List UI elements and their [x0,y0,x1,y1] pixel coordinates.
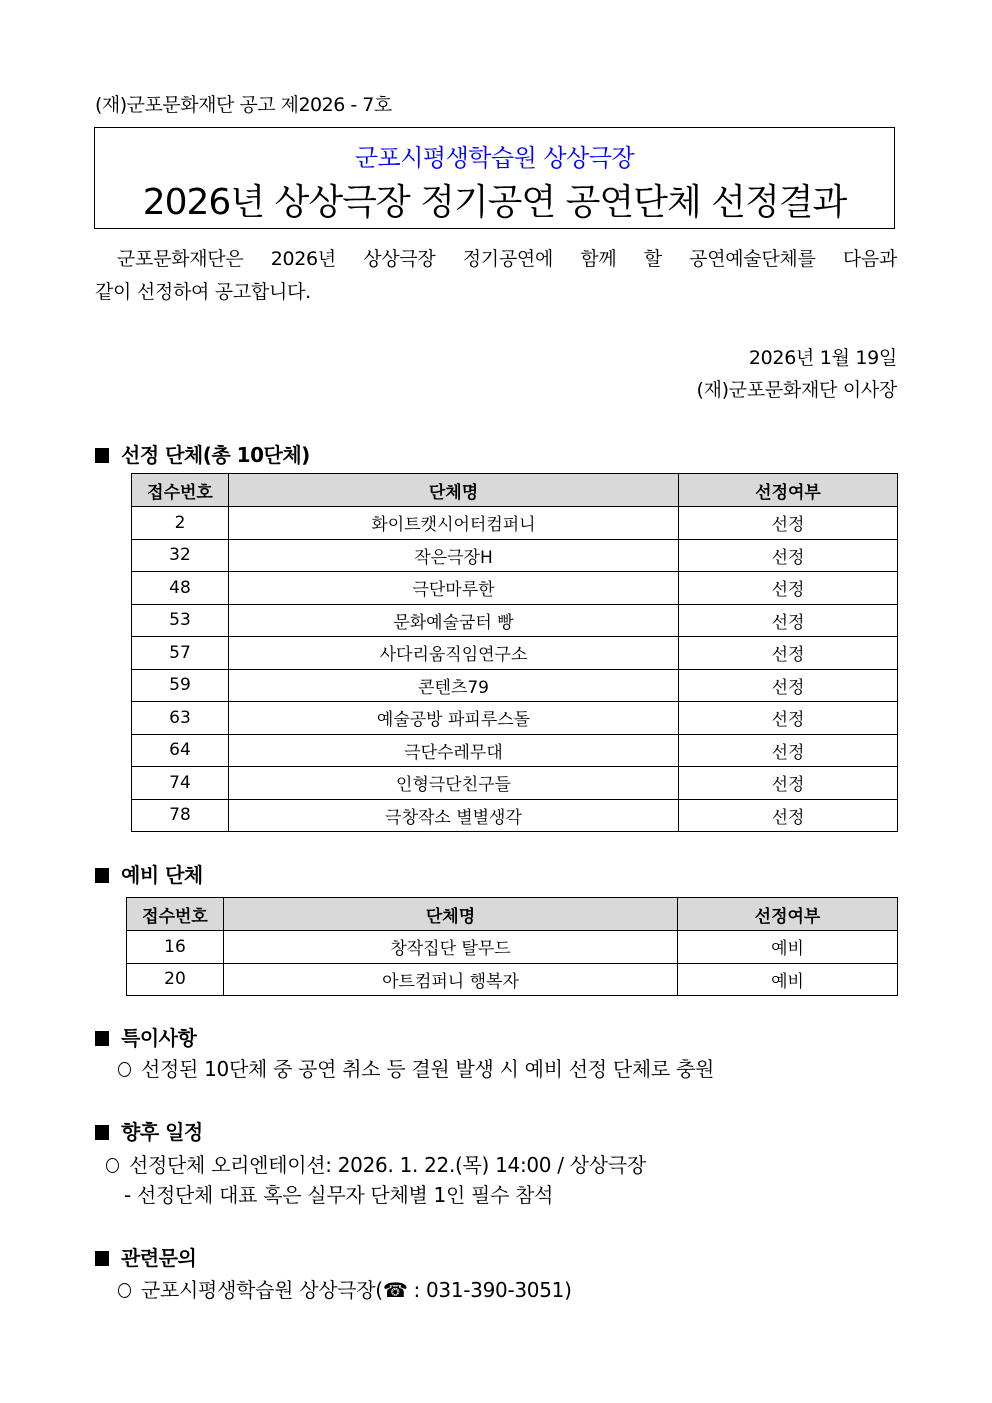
title-subtitle: 군포시평생학습원 상상극장 [354,144,635,172]
cell-number: 32 [132,539,229,572]
table-row [132,572,898,605]
section-heading-notes [95,1022,196,1051]
column-header-status: 선정여부 [679,474,898,507]
cell-name: 인형극단친구들 [229,767,679,800]
schedule-item-text: 선정단체 오리엔테이션: 2026. 1. 22.(목) 14:00 / 상상극장 [129,1153,646,1177]
cell-status: 선정 [679,767,898,800]
section-heading-text: 관련문의 [121,1246,197,1270]
contact-item [118,1274,572,1303]
table-row [132,507,898,540]
notes-item [118,1053,714,1082]
square-bullet-icon [95,1031,109,1046]
cell-number: 53 [132,604,229,637]
notes-item-text: 선정된 10단체 중 공연 취소 등 결원 발생 시 예비 선정 단체로 충원 [141,1057,715,1081]
selected-table [131,473,898,832]
square-bullet-icon [95,1125,109,1140]
column-header-number: 접수번호 [127,898,224,931]
cell-status: 선정 [679,799,898,832]
cell-number: 74 [132,767,229,800]
cell-status: 선정 [679,669,898,702]
circle-bullet-icon [106,1158,119,1173]
phone-icon: ☎ [382,1278,408,1302]
cell-name: 화이트캣시어터컴퍼니 [229,507,679,540]
section-heading-schedule [95,1116,203,1145]
reserve-table [126,897,898,996]
table-row [127,963,898,996]
cell-status: 선정 [679,637,898,670]
table-row [132,702,898,735]
table-row [132,734,898,767]
table-header-row [132,474,898,507]
cell-status: 선정 [679,572,898,605]
intro-line-2: 같이 선정하여 공고합니다. [95,281,311,303]
signer: (재)군포문화재단 이사장 [696,379,897,401]
schedule-item [106,1149,646,1178]
section-heading-contact [95,1242,196,1271]
cell-number: 20 [127,963,224,996]
cell-status: 예비 [678,963,898,996]
cell-name: 창작집단 탈무드 [224,931,678,964]
announcement-date: 2026년 1월 19일 [748,347,897,369]
table-row [132,604,898,637]
section-heading-reserve [95,859,203,888]
cell-number: 63 [132,702,229,735]
table-row [132,799,898,832]
square-bullet-icon [95,868,109,883]
cell-number: 64 [132,734,229,767]
column-header-status: 선정여부 [678,898,898,931]
schedule-sub-item: - 선정단체 대표 혹은 실무자 단체별 1인 필수 참석 [124,1183,554,1207]
table-row [127,931,898,964]
section-heading-text: 예비 단체 [121,863,203,887]
section-heading-text: 특이사항 [121,1026,197,1050]
cell-status: 선정 [679,702,898,735]
cell-status: 선정 [679,734,898,767]
section-heading-text: 향후 일정 [121,1120,203,1144]
cell-number: 59 [132,669,229,702]
circle-bullet-icon [118,1062,131,1077]
table-row [132,669,898,702]
cell-status: 예비 [678,931,898,964]
cell-number: 2 [132,507,229,540]
cell-name: 극창작소 별별생각 [229,799,679,832]
table-row [132,539,898,572]
intro-line-1: 군포문화재단은 2026년 상상극장 정기공연에 함께 할 공연예술단체를 다음과 [117,248,897,270]
cell-status: 선정 [679,507,898,540]
square-bullet-icon [95,1251,109,1266]
page-title: 2026년 상상극장 정기공연 공연단체 선정결과 [142,182,847,223]
notice-number: (재)군포문화재단 공고 제2026 - 7호 [95,94,392,116]
table-header-row [127,898,898,931]
cell-number: 57 [132,637,229,670]
title-box [94,127,895,229]
table-row [132,637,898,670]
section-heading-text: 선정 단체(총 10단체) [121,443,310,467]
cell-number: 78 [132,799,229,832]
intro-paragraph [95,243,897,309]
cell-number: 16 [127,931,224,964]
square-bullet-icon [95,448,109,463]
cell-name: 콘텐츠79 [229,669,679,702]
column-header-name: 단체명 [229,474,679,507]
cell-name: 극단수레무대 [229,734,679,767]
cell-name: 예술공방 파피루스돌 [229,702,679,735]
column-header-number: 접수번호 [132,474,229,507]
cell-name: 사다리움직임연구소 [229,637,679,670]
contact-phone: : 031-390-3051) [407,1278,572,1302]
cell-number: 48 [132,572,229,605]
cell-name: 문화예술굼터 빵 [229,604,679,637]
column-header-name: 단체명 [224,898,678,931]
cell-name: 아트컴퍼니 행복자 [224,963,678,996]
contact-org: 군포시평생학습원 상상극장( [141,1278,383,1302]
table-row [132,767,898,800]
circle-bullet-icon [118,1283,131,1298]
cell-name: 극단마루한 [229,572,679,605]
cell-name: 작은극장H [229,539,679,572]
cell-status: 선정 [679,604,898,637]
cell-status: 선정 [679,539,898,572]
section-heading-selected [95,439,310,468]
